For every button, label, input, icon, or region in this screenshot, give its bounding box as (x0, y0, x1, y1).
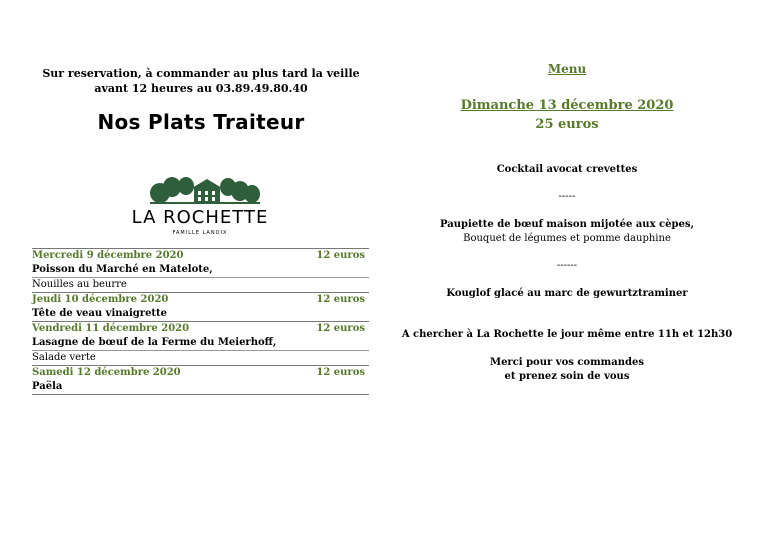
menu-date: Dimanche 13 décembre 2020 (460, 98, 674, 113)
dish-main: Tête de veau vinaigrette (32, 308, 168, 319)
menu-starter: Cocktail avocat crevettes (496, 164, 638, 175)
thanks-line-1: Merci pour vos commandes (490, 357, 644, 368)
reservation-line-2: avant 12 heures au 03.89.49.80.40 (94, 82, 308, 95)
menu-separator: ----- (558, 191, 576, 202)
la-rochette-logo-icon (150, 177, 260, 205)
dish-date: Jeudi 10 décembre 2020 (32, 294, 169, 305)
menu-separator: ------ (556, 260, 578, 271)
menu-dessert: Kouglof glacé au marc de gewurtztraminer (446, 288, 688, 299)
menu-main-line-2: Bouquet de légumes et pomme dauphine (463, 233, 671, 244)
dish-price: 12 euros (316, 367, 365, 378)
dish-side: Nouilles au beurre (32, 277, 369, 292)
logo-subtitle: FAMILLE LANOIX (172, 230, 228, 236)
dish-date: Vendredi 11 décembre 2020 (32, 323, 190, 334)
dish-date: Mercredi 9 décembre 2020 (32, 250, 184, 261)
dish-row (32, 321, 369, 365)
logo-name: LA ROCHETTE (131, 207, 269, 228)
pickup-note: A chercher à La Rochette le jour même entre 11h et 12h30 (401, 329, 733, 340)
reservation-note (40, 66, 362, 96)
dish-price: 12 euros (316, 250, 365, 261)
reservation-line-1: Sur reservation, à commander au plus tard la veille (42, 67, 360, 80)
dish-date: Samedi 12 décembre 2020 (32, 367, 181, 378)
menu-main-line-1: Paupiette de bœuf maison mijotée aux cèpes, (440, 219, 694, 230)
dish-main: Paëla (32, 381, 63, 392)
table-bottom-rule (32, 394, 369, 395)
menu-price: 25 euros (535, 117, 599, 132)
dish-table (32, 248, 369, 395)
dish-main: Lasagne de bœuf de la Ferme du Meierhoff, (32, 337, 277, 348)
dish-side: Salade verte (32, 350, 369, 365)
thanks-line-2: et prenez soin de vous (504, 371, 630, 382)
dish-row (32, 365, 369, 394)
dish-row (32, 248, 369, 292)
dish-row (32, 292, 369, 321)
dish-price: 12 euros (316, 294, 365, 305)
page-title: Nos Plats Traiteur (97, 110, 305, 134)
menu-heading: Menu (547, 62, 587, 76)
dish-main: Poisson du Marché en Matelote, (32, 264, 213, 275)
dish-price: 12 euros (316, 323, 365, 334)
